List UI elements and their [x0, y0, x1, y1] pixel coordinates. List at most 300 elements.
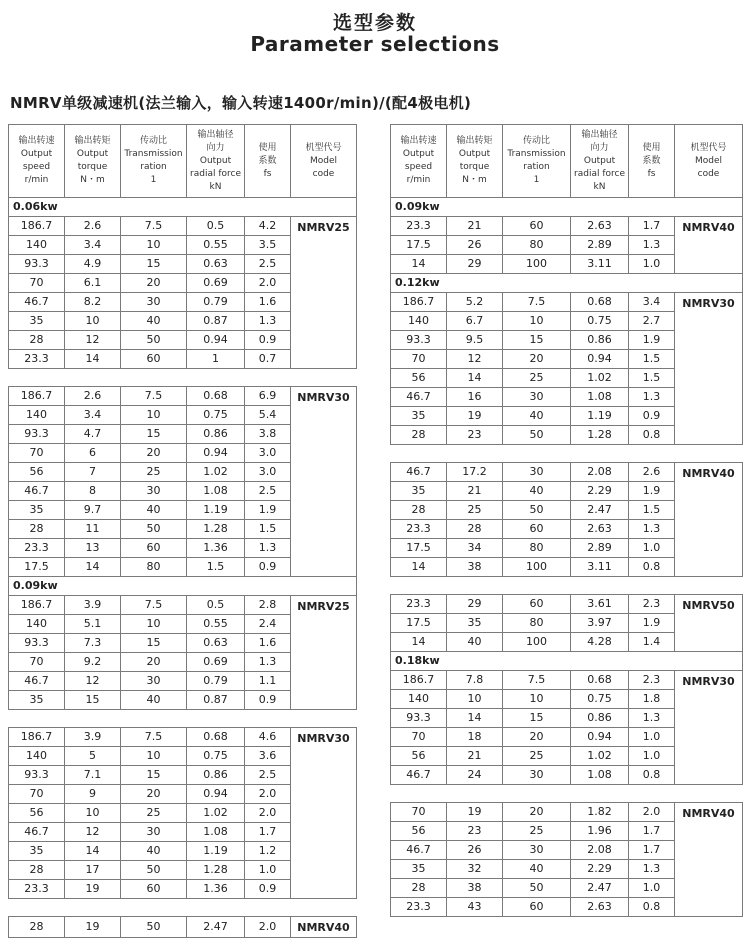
- table-cell: 17.5: [391, 539, 447, 558]
- model-code: NMRV25: [291, 596, 357, 710]
- table-cell: 0.9: [245, 691, 291, 710]
- table-cell: 7.3: [65, 634, 121, 653]
- column-header-line: 系数: [642, 155, 661, 166]
- table-cell: 14: [65, 842, 121, 861]
- column-header: [121, 125, 187, 198]
- table-cell: 70: [9, 785, 65, 804]
- table-cell: 186.7: [9, 217, 65, 236]
- table-cell: 0.86: [187, 766, 245, 785]
- table-cell: 38: [447, 558, 503, 577]
- table-cell: 140: [391, 312, 447, 331]
- table-cell: 50: [503, 879, 571, 898]
- table-cell: 0.9: [245, 558, 291, 577]
- model-code: NMRV50: [675, 595, 743, 652]
- table-cell: 17: [65, 861, 121, 880]
- table-cell: 1.9: [629, 482, 675, 501]
- table-cell: 1.3: [629, 709, 675, 728]
- table-cell: 2.7: [629, 312, 675, 331]
- spacer-row: [391, 577, 743, 595]
- table-cell: 12: [65, 331, 121, 350]
- table-cell: 50: [121, 917, 187, 938]
- table-cell: 10: [121, 615, 187, 634]
- table-cell: 15: [121, 634, 187, 653]
- table-cell: 1.36: [187, 880, 245, 899]
- table-cell: 70: [9, 444, 65, 463]
- column-header-line: torque: [459, 162, 490, 172]
- table-cell: 1.02: [187, 804, 245, 823]
- table-cell: 1.28: [187, 520, 245, 539]
- column-header-line: kN: [209, 181, 222, 192]
- table-cell: 0.68: [571, 293, 629, 312]
- table-cell: 56: [9, 463, 65, 482]
- table-cell: 28: [391, 426, 447, 445]
- column-header: [447, 125, 503, 198]
- column-header-line: Output: [458, 149, 491, 159]
- header-row: [391, 125, 743, 198]
- model-code: NMRV40: [675, 217, 743, 274]
- table-cell: 1.0: [629, 879, 675, 898]
- table-cell: 1.0: [629, 539, 675, 558]
- table-cell: 2.63: [571, 520, 629, 539]
- table-cell: 14: [391, 255, 447, 274]
- table-cell: 70: [9, 274, 65, 293]
- column-header-cn: 使用: [642, 142, 661, 153]
- table-cell: 21: [447, 747, 503, 766]
- column-header-cn: 输出轴径: [581, 129, 618, 140]
- table-cell: 7.5: [121, 728, 187, 747]
- table-cell: 35: [9, 501, 65, 520]
- table-cell: 0.87: [187, 691, 245, 710]
- table-cell: 0.8: [629, 426, 675, 445]
- table-cell: 32: [447, 860, 503, 879]
- column-header-line: Transmission: [124, 149, 183, 159]
- table-cell: 0.87: [187, 312, 245, 331]
- table-cell: 140: [9, 406, 65, 425]
- model-code: NMRV40: [675, 803, 743, 917]
- table-cell: 40: [121, 691, 187, 710]
- table-cell: 0.9: [629, 407, 675, 426]
- table-cell: 0.55: [187, 615, 245, 634]
- spacer-cell: [9, 899, 357, 917]
- column-header-line: r/min: [406, 175, 431, 185]
- table-cell: 0.94: [571, 728, 629, 747]
- table-cell: 2.63: [571, 217, 629, 236]
- table-cell: 35: [9, 842, 65, 861]
- table-cell: 46.7: [391, 841, 447, 860]
- table-cell: 8.2: [65, 293, 121, 312]
- table-cell: 13: [65, 539, 121, 558]
- table-cell: 10: [65, 804, 121, 823]
- table-cell: 1.5: [187, 558, 245, 577]
- table-cell: 3.5: [245, 236, 291, 255]
- column-header-line: 向力: [206, 142, 225, 153]
- table-cell: 29: [447, 595, 503, 614]
- table-cell: 3.6: [245, 747, 291, 766]
- table-cell: 46.7: [391, 388, 447, 407]
- table-cell: 25: [503, 747, 571, 766]
- column-header-cn: 输出转速: [18, 136, 55, 146]
- table-cell: 40: [447, 633, 503, 652]
- table-cell: 93.3: [9, 255, 65, 274]
- table-cell: 140: [9, 236, 65, 255]
- table-cell: 40: [503, 482, 571, 501]
- table-cell: 1.02: [187, 463, 245, 482]
- table-cell: 1: [187, 350, 245, 369]
- table-cell: 10: [447, 690, 503, 709]
- spacer-row: [9, 369, 357, 387]
- table-cell: 20: [121, 274, 187, 293]
- table-cell: 1.7: [629, 841, 675, 860]
- table-cell: 4.28: [571, 633, 629, 652]
- power-section-row: [391, 652, 743, 671]
- table-cell: 60: [503, 898, 571, 917]
- table-cell: 19: [447, 407, 503, 426]
- table-cell: 20: [503, 803, 571, 822]
- table-cell: 6.1: [65, 274, 121, 293]
- table-cell: 3.4: [65, 406, 121, 425]
- table-cell: 60: [121, 350, 187, 369]
- model-code: NMRV40: [291, 917, 357, 938]
- table-cell: 1.28: [571, 426, 629, 445]
- table-cell: 35: [391, 482, 447, 501]
- table-cell: 21: [447, 482, 503, 501]
- table-cell: 17.5: [391, 614, 447, 633]
- column-header: [187, 125, 245, 198]
- model-code: NMRV30: [675, 671, 743, 785]
- column-header-line: Output: [199, 155, 232, 166]
- table-cell: 46.7: [9, 482, 65, 501]
- column-header-line: r/min: [24, 175, 49, 185]
- table-cell: 100: [503, 633, 571, 652]
- table-cell: 6.7: [447, 312, 503, 331]
- table-cell: 20: [121, 444, 187, 463]
- table-cell: 0.94: [187, 785, 245, 804]
- table-cell: 0.68: [571, 671, 629, 690]
- table-cell: 0.8: [629, 766, 675, 785]
- table-cell: 56: [391, 747, 447, 766]
- spacer-cell: [9, 710, 357, 728]
- table-cell: 23.3: [9, 539, 65, 558]
- model-code: NMRV40: [675, 463, 743, 577]
- table-cell: 1.28: [187, 861, 245, 880]
- table-cell: 0.69: [187, 653, 245, 672]
- table-cell: 1.0: [629, 728, 675, 747]
- table-cell: 17.2: [447, 463, 503, 482]
- table-cell: 20: [503, 728, 571, 747]
- power-label: 0.09kw: [9, 577, 357, 596]
- column-header: [65, 125, 121, 198]
- table-cell: 9.5: [447, 331, 503, 350]
- column-header-line: code: [312, 168, 335, 179]
- table-cell: 2.6: [629, 463, 675, 482]
- table-cell: 10: [121, 406, 187, 425]
- table-cell: 1.9: [245, 501, 291, 520]
- table-cell: 40: [503, 860, 571, 879]
- table-cell: 0.86: [571, 709, 629, 728]
- table-cell: 25: [447, 501, 503, 520]
- table-cell: 2.89: [571, 236, 629, 255]
- table-cell: 3.9: [65, 728, 121, 747]
- table-cell: 29: [447, 255, 503, 274]
- table-row: [391, 463, 743, 482]
- table-cell: 30: [503, 841, 571, 860]
- column-header-line: Transmission: [507, 149, 566, 159]
- table-cell: 9.7: [65, 501, 121, 520]
- page-title-chinese: 选型参数: [332, 12, 417, 34]
- table-cell: 15: [65, 691, 121, 710]
- table-cell: 2.47: [571, 879, 629, 898]
- table-cell: 14: [65, 350, 121, 369]
- table-cell: 1.6: [245, 634, 291, 653]
- column-header: [629, 125, 675, 198]
- power-label: 0.12kw: [391, 274, 743, 293]
- table-cell: 1.08: [187, 823, 245, 842]
- table-cell: 2.3: [629, 595, 675, 614]
- column-header-cn: 机型代号: [690, 142, 727, 153]
- power-section-row: [9, 577, 357, 596]
- table-cell: 3.9: [65, 596, 121, 615]
- table-cell: 186.7: [9, 728, 65, 747]
- table-cell: 25: [503, 369, 571, 388]
- table-cell: 2.0: [245, 917, 291, 938]
- table-cell: 19: [65, 917, 121, 938]
- table-cell: 1.2: [245, 842, 291, 861]
- table-cell: 23: [447, 426, 503, 445]
- table-cell: 1.08: [187, 482, 245, 501]
- power-section-row: [391, 274, 743, 293]
- table-cell: 23.3: [9, 350, 65, 369]
- column-header: [245, 125, 291, 198]
- column-header: [571, 125, 629, 198]
- table-cell: 6: [65, 444, 121, 463]
- table-cell: 1.3: [629, 520, 675, 539]
- table-cell: 7.8: [447, 671, 503, 690]
- column-header-cn: 输出转矩: [74, 136, 111, 146]
- table-cell: 1.8: [629, 690, 675, 709]
- table-cell: 93.3: [391, 709, 447, 728]
- column-header-cn: 传动比: [522, 136, 550, 146]
- table-cell: 0.63: [187, 634, 245, 653]
- table-cell: 0.9: [245, 331, 291, 350]
- table-cell: 50: [121, 331, 187, 350]
- table-cell: 186.7: [391, 671, 447, 690]
- table-cell: 12: [65, 823, 121, 842]
- table-cell: 2.29: [571, 860, 629, 879]
- table-row: [391, 217, 743, 236]
- table-cell: 40: [503, 407, 571, 426]
- table-cell: 50: [121, 861, 187, 880]
- table-cell: 28: [391, 501, 447, 520]
- table-row: [9, 387, 357, 406]
- table-cell: 2.47: [187, 917, 245, 938]
- table-cell: 10: [121, 236, 187, 255]
- table-cell: 2.0: [245, 804, 291, 823]
- table-cell: 2.8: [245, 596, 291, 615]
- table-cell: 0.5: [187, 596, 245, 615]
- table-cell: 15: [503, 331, 571, 350]
- table-cell: 28: [391, 879, 447, 898]
- table-cell: 35: [447, 614, 503, 633]
- table-cell: 15: [503, 709, 571, 728]
- table-cell: 46.7: [9, 823, 65, 842]
- table-row: [9, 917, 357, 938]
- table-cell: 80: [121, 558, 187, 577]
- table-cell: 2.4: [245, 615, 291, 634]
- table-cell: 2.47: [571, 501, 629, 520]
- table-cell: 1.3: [629, 388, 675, 407]
- model-code: NMRV30: [675, 293, 743, 445]
- column-header-line: radial force: [190, 168, 241, 179]
- spacer-row: [391, 785, 743, 803]
- table-cell: 18: [447, 728, 503, 747]
- table-cell: 46.7: [9, 672, 65, 691]
- table-cell: 6.9: [245, 387, 291, 406]
- column-header-line: N・m: [462, 175, 487, 185]
- table-cell: 4.6: [245, 728, 291, 747]
- table-cell: 140: [391, 690, 447, 709]
- table-cell: 1.3: [245, 539, 291, 558]
- column-header-line: kN: [593, 181, 606, 192]
- column-header-line: Output: [583, 155, 616, 166]
- table-cell: 12: [65, 672, 121, 691]
- table-cell: 25: [121, 463, 187, 482]
- table-cell: 1.5: [245, 520, 291, 539]
- column-header: [9, 125, 65, 198]
- table-cell: 0.63: [187, 255, 245, 274]
- table-cell: 2.63: [571, 898, 629, 917]
- table-cell: 46.7: [391, 766, 447, 785]
- column-header-line: Output: [76, 149, 109, 159]
- table-cell: 2.08: [571, 463, 629, 482]
- table-cell: 23.3: [9, 880, 65, 899]
- table-cell: 1.3: [245, 312, 291, 331]
- table-cell: 35: [391, 860, 447, 879]
- table-cell: 20: [121, 785, 187, 804]
- table-cell: 40: [121, 312, 187, 331]
- table-cell: 0.68: [187, 387, 245, 406]
- table-cell: 0.9: [245, 880, 291, 899]
- table-cell: 80: [503, 539, 571, 558]
- spacer-cell: [391, 577, 743, 595]
- table-cell: 93.3: [9, 425, 65, 444]
- table-cell: 0.94: [187, 331, 245, 350]
- table-cell: 46.7: [9, 293, 65, 312]
- table-cell: 5.2: [447, 293, 503, 312]
- column-header-line: code: [697, 168, 720, 179]
- column-header-cn: 输出转矩: [456, 136, 493, 146]
- table-cell: 60: [121, 880, 187, 899]
- table-cell: 1.3: [629, 236, 675, 255]
- table-cell: 14: [391, 633, 447, 652]
- table-cell: 19: [447, 803, 503, 822]
- table-cell: 0.86: [187, 425, 245, 444]
- table-cell: 30: [503, 766, 571, 785]
- table-cell: 40: [121, 842, 187, 861]
- table-cell: 23.3: [391, 520, 447, 539]
- column-header-cn: 传动比: [139, 136, 167, 146]
- column-header-line: N・m: [80, 175, 105, 185]
- table-cell: 30: [121, 293, 187, 312]
- table-cell: 93.3: [391, 331, 447, 350]
- table-cell: 50: [121, 520, 187, 539]
- column-header-cn: 输出轴径: [197, 129, 234, 140]
- table-cell: 2.6: [65, 217, 121, 236]
- model-code: NMRV30: [291, 728, 357, 899]
- table-cell: 28: [9, 917, 65, 938]
- column-header-line: Output: [20, 149, 53, 159]
- table-cell: 0.8: [629, 898, 675, 917]
- column-header-line: speed: [22, 162, 51, 172]
- table-cell: 7.1: [65, 766, 121, 785]
- table-cell: 46.7: [391, 463, 447, 482]
- table-cell: 1.9: [629, 614, 675, 633]
- column-header-line: Output: [402, 149, 435, 159]
- table-cell: 1.0: [629, 255, 675, 274]
- power-label: 0.06kw: [9, 198, 357, 217]
- column-header-line: Model: [694, 155, 723, 166]
- table-row: [391, 293, 743, 312]
- table-row: [9, 596, 357, 615]
- table-cell: 0.94: [187, 444, 245, 463]
- model-code: NMRV30: [291, 387, 357, 577]
- table-cell: 186.7: [9, 596, 65, 615]
- table-cell: 3.4: [629, 293, 675, 312]
- table-cell: 15: [121, 425, 187, 444]
- table-cell: 5.1: [65, 615, 121, 634]
- table-cell: 11: [65, 520, 121, 539]
- table-cell: 0.8: [629, 558, 675, 577]
- table-cell: 56: [391, 369, 447, 388]
- table-cell: 5: [65, 747, 121, 766]
- table-cell: 80: [503, 236, 571, 255]
- table-cell: 0.7: [245, 350, 291, 369]
- table-cell: 16: [447, 388, 503, 407]
- table-cell: 7.5: [503, 293, 571, 312]
- column-header-line: 系数: [258, 155, 277, 166]
- table-cell: 186.7: [391, 293, 447, 312]
- table-cell: 1.19: [187, 842, 245, 861]
- table-cell: 4.9: [65, 255, 121, 274]
- table-cell: 3.4: [65, 236, 121, 255]
- table-cell: 35: [391, 407, 447, 426]
- table-cell: 1.5: [629, 369, 675, 388]
- table-cell: 0.86: [571, 331, 629, 350]
- table-cell: 1.7: [245, 823, 291, 842]
- table-cell: 100: [503, 558, 571, 577]
- table-cell: 2.0: [245, 274, 291, 293]
- table-cell: 2.29: [571, 482, 629, 501]
- spacer-cell: [391, 785, 743, 803]
- column-header-line: radial force: [574, 168, 625, 179]
- power-section-row: [391, 198, 743, 217]
- table-cell: 30: [121, 823, 187, 842]
- table-cell: 8: [65, 482, 121, 501]
- table-cell: 9.2: [65, 653, 121, 672]
- table-cell: 4.2: [245, 217, 291, 236]
- table-cell: 1.4: [629, 633, 675, 652]
- column-header-line: 向力: [590, 142, 609, 153]
- table-cell: 186.7: [9, 387, 65, 406]
- table-cell: 7.5: [121, 217, 187, 236]
- table-cell: 2.5: [245, 255, 291, 274]
- table-cell: 25: [121, 804, 187, 823]
- table-row: [9, 217, 357, 236]
- table-cell: 30: [503, 463, 571, 482]
- spacer-row: [9, 710, 357, 728]
- table-cell: 1.19: [187, 501, 245, 520]
- power-label: 0.18kw: [391, 652, 743, 671]
- table-cell: 28: [9, 520, 65, 539]
